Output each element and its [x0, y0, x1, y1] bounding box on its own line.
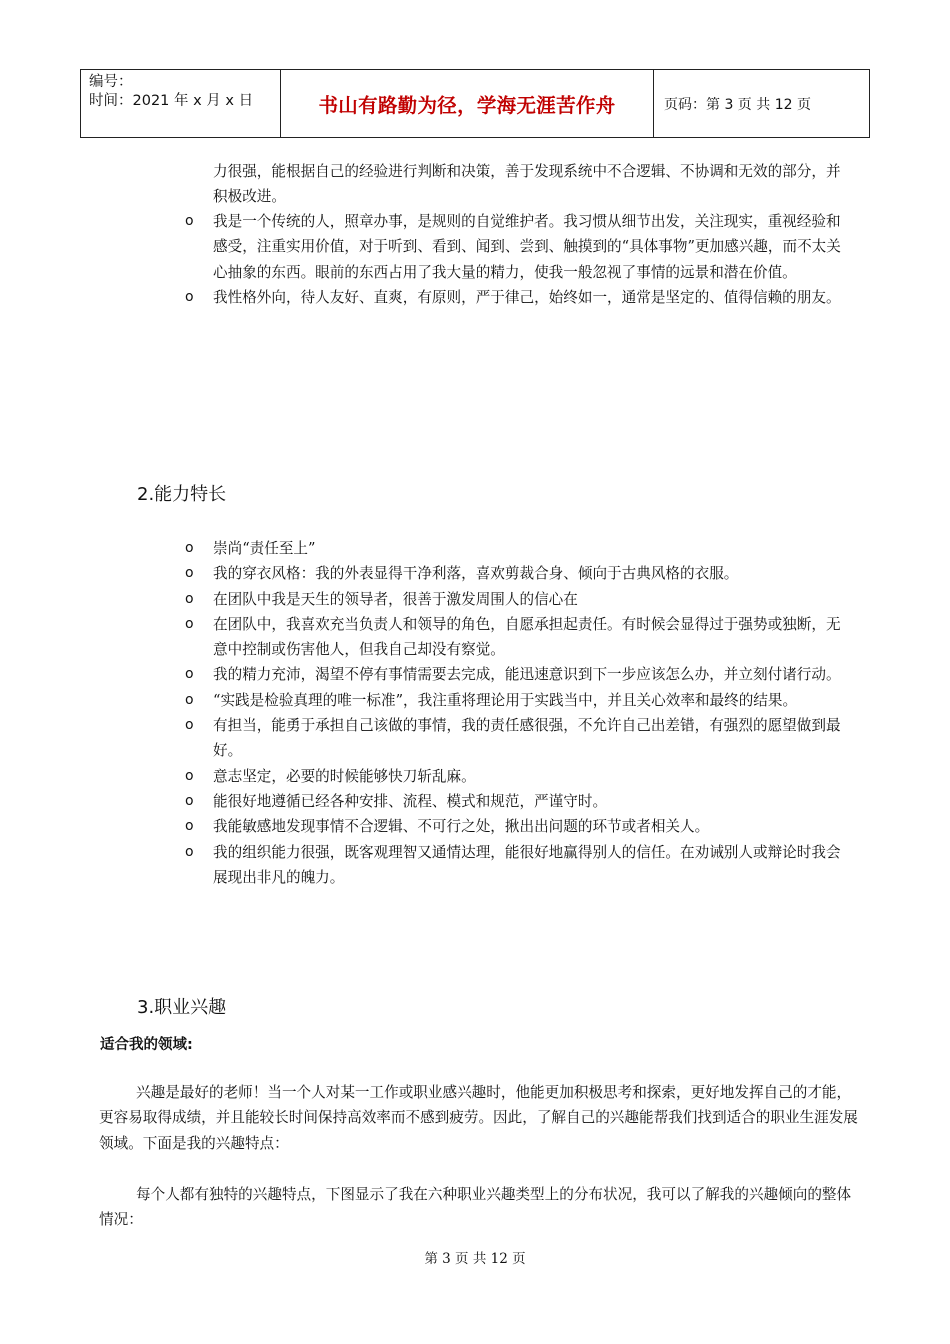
header-page-info: 页码：第 3 页 共 12 页 [664, 96, 811, 113]
document-date: 时间：2021 年 x 月 x 日 [89, 93, 254, 109]
divider [280, 70, 281, 137]
list-item: o 能很好地遵循已经各种安排、流程、模式和规范，严谨守时。 [185, 789, 855, 814]
divider [80, 70, 81, 137]
section-title: 3.职业兴趣 [137, 997, 227, 1018]
page-header [80, 69, 870, 138]
list-item: o 在团队中我是天生的领导者，很善于激发周围人的信心在 [185, 587, 855, 612]
list-item: o 我是一个传统的人，照章办事，是规则的自觉维护者。我习惯从细节出发，关注现实，重视经验和感受，注重实用价值，对于听到、看到、闻到、尝到、触摸到的“具体事物”更加感兴趣，而不太关心抽象的东西。眼前的东西占用了我大量的精力，使我一般忽视了事情的远景和潜在价值。 [185, 209, 855, 285]
page-footer: 第 3 页 共 12 页 [424, 1251, 526, 1267]
header-motto: 书山有路勤为径，学海无涯苦作舟 [318, 93, 616, 117]
list-item: o “实践是检验真理的唯一标准”，我注重将理论用于实践当中，并且关心效率和最终的结果。 [185, 688, 855, 713]
ability-bullet-list [185, 536, 855, 890]
divider [869, 70, 870, 137]
intro-bullet-list [185, 209, 855, 310]
list-item: o 我的精力充沛，渴望不停有事情需要去完成，能迅速意识到下一步应该怎么办，并立刻付诸行动。 [185, 662, 855, 687]
list-item: o 我能敏感地发现事情不合逻辑、不可行之处，揪出出问题的环节或者相关人。 [185, 814, 855, 839]
list-item: o 有担当，能勇于承担自己该做的事情，我的责任感很强，不允许自己出差错，有强烈的愿望做到最好。 [185, 713, 855, 764]
list-item: o 我性格外向，待人友好、直爽，有原则，严于律己，始终如一，通常是坚定的、值得信赖的朋友。 [185, 285, 855, 310]
paragraph: 兴趣是最好的老师！当一个人对某一工作或职业感兴趣时，他能更加积极思考和探索，更好地发挥自己的才能，更容易取得成绩，并且能较长时间保持高效率而不感到疲劳。因此，了解自己的兴趣能帮我们找到适合的职业生涯发展领域。下面是我的兴趣特点： [99, 1084, 858, 1152]
list-item: o 我的穿衣风格：我的外表显得干净利落，喜欢剪裁合身、倾向于古典风格的衣服。 [185, 561, 855, 586]
section-title: 2.能力特长 [137, 484, 227, 505]
header-meta [89, 73, 279, 111]
paragraph: 每个人都有独特的兴趣特点，下图显示了我在六种职业兴趣类型上的分布状况，我可以了解我的兴趣倾向的整体情况： [99, 1186, 852, 1229]
divider [653, 70, 654, 137]
list-item: o 在团队中，我喜欢充当负责人和领导的角色，自愿承担起责任。有时候会显得过于强势或独断，无意中控制或伤害他人，但我自己却没有察觉。 [185, 612, 855, 663]
subsection-label: 适合我的领域: [100, 1037, 193, 1053]
list-item: o 我的组织能力很强，既客观理智又通情达理，能很好地赢得别人的信任。在劝诫别人或辩论时我会展现出非凡的魄力。 [185, 840, 855, 891]
bullet-continuation: 力很强，能根据自己的经验进行判断和决策，善于发现系统中不合逻辑、不协调和无效的部分，并积极改进。 [213, 163, 841, 206]
list-item: o 崇尚“责任至上” [185, 536, 855, 561]
list-item: o 意志坚定，必要的时候能够快刀斩乱麻。 [185, 764, 855, 789]
document-number: 编号： [89, 74, 133, 90]
